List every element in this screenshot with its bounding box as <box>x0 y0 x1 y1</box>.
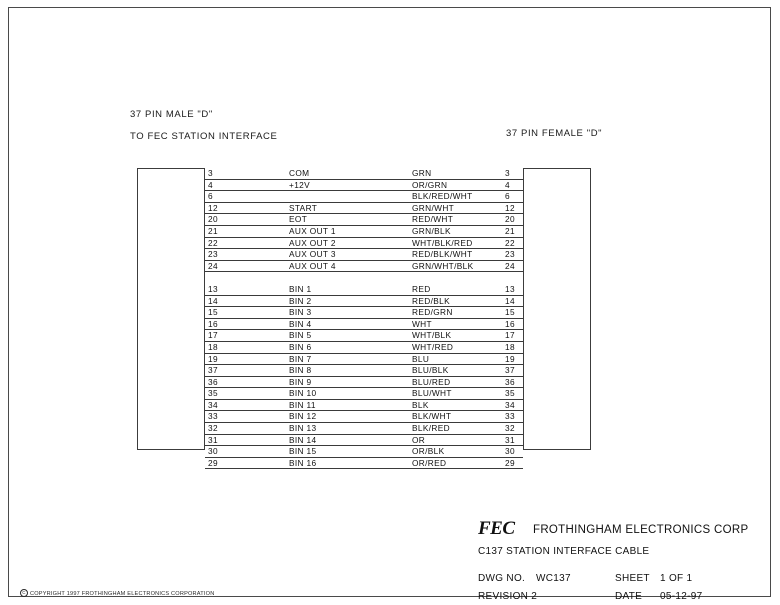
left-signal-name: START <box>289 202 318 213</box>
right-pin-number: 22 <box>505 237 515 248</box>
left-pin-number: 15 <box>208 307 218 318</box>
right-pin-number: 16 <box>505 318 515 329</box>
left-signal-name: BIN 8 <box>289 365 312 376</box>
right-pin-number: 13 <box>505 283 515 294</box>
left-signal-name: BIN 16 <box>289 457 317 468</box>
left-signal-name: BIN 15 <box>289 446 317 457</box>
right-pin-number: 32 <box>505 423 515 434</box>
left-signal-name: AUX OUT 2 <box>289 237 336 248</box>
wire-color: OR <box>412 434 426 445</box>
wire-color: BLK/RED/WHT <box>412 191 473 202</box>
female-connector-title: 37 PIN FEMALE "D" <box>506 128 603 139</box>
wire-color: WHT <box>412 318 432 329</box>
left-signal-name: BIN 10 <box>289 388 317 399</box>
sheet-value: 1 OF 1 <box>660 573 693 584</box>
date-label: DATE <box>615 591 643 602</box>
male-connector-body <box>137 168 205 450</box>
cable-name: C137 STATION INTERFACE CABLE <box>478 546 650 557</box>
wire-color: GRN/WHT <box>412 202 455 213</box>
male-connector-title-line2: TO FEC STATION INTERFACE <box>130 131 278 142</box>
pin-row <box>205 446 523 458</box>
left-pin-number: 29 <box>208 457 218 468</box>
left-pin-number: 18 <box>208 341 218 352</box>
left-signal-name: BIN 14 <box>289 434 317 445</box>
left-signal-name: BIN 4 <box>289 318 312 329</box>
left-pin-number: 23 <box>208 249 218 260</box>
wire-color: WHT/BLK <box>412 330 452 341</box>
wire-color: BLU <box>412 353 430 364</box>
left-signal-name: BIN 1 <box>289 283 312 294</box>
wire-color: BLU/WHT <box>412 388 452 399</box>
wire-color: RED/BLK/WHT <box>412 249 473 260</box>
dwg-number-label: DWG NO. <box>478 573 526 584</box>
pin-row <box>205 307 523 319</box>
pin-row <box>205 377 523 389</box>
left-signal-name: BIN 12 <box>289 411 317 422</box>
left-signal-name: BIN 5 <box>289 330 312 341</box>
wire-color: RED/BLK <box>412 295 450 306</box>
left-pin-number: 4 <box>208 179 213 190</box>
right-pin-number: 3 <box>505 168 510 178</box>
pin-row <box>205 214 523 226</box>
pin-row <box>205 191 523 203</box>
right-pin-number: 6 <box>505 191 510 202</box>
pin-row <box>205 388 523 400</box>
left-signal-name: BIN 11 <box>289 399 316 410</box>
right-pin-number: 19 <box>505 353 515 364</box>
pin-row <box>205 203 523 215</box>
right-pin-number: 33 <box>505 411 515 422</box>
copyright-text: COPYRIGHT 1997 FROTHINGHAM ELECTRONICS CORPORATION <box>30 591 215 597</box>
left-signal-name: BIN 13 <box>289 423 317 434</box>
left-pin-number: 37 <box>208 365 218 376</box>
wire-color: GRN <box>412 168 432 178</box>
wire-color: RED/WHT <box>412 214 454 225</box>
pin-row <box>205 365 523 377</box>
right-pin-number: 4 <box>505 179 510 190</box>
left-signal-name: BIN 6 <box>289 341 312 352</box>
left-signal-name: AUX OUT 3 <box>289 249 336 260</box>
pin-row <box>205 423 523 435</box>
right-pin-number: 14 <box>505 295 515 306</box>
right-pin-number: 31 <box>505 434 515 445</box>
left-pin-number: 6 <box>208 191 213 202</box>
male-connector-title-line1: 37 PIN MALE "D" <box>130 109 213 120</box>
left-signal-name: BIN 7 <box>289 353 312 364</box>
left-signal-name: AUX OUT 4 <box>289 260 336 271</box>
right-pin-number: 34 <box>505 399 515 410</box>
wire-color: GRN/WHT/BLK <box>412 260 474 271</box>
wire-color: BLK/WHT <box>412 411 452 422</box>
left-pin-number: 21 <box>208 225 218 236</box>
left-pin-number: 24 <box>208 260 218 271</box>
right-pin-number: 36 <box>505 376 515 387</box>
pin-row <box>205 330 523 342</box>
left-pin-number: 32 <box>208 423 218 434</box>
pin-row <box>205 226 523 238</box>
pinout-table <box>205 168 523 469</box>
right-pin-number: 30 <box>505 446 515 457</box>
left-pin-number: 36 <box>208 376 218 387</box>
female-connector-body <box>523 168 591 450</box>
date-value: 05-12-97 <box>660 591 703 602</box>
left-pin-number: 20 <box>208 214 218 225</box>
left-signal-name: EOT <box>289 214 308 225</box>
dwg-number-value: WC137 <box>536 573 571 584</box>
left-signal-name: +12V <box>289 179 311 190</box>
right-pin-number: 29 <box>505 457 515 468</box>
right-pin-number: 21 <box>505 225 515 236</box>
left-pin-number: 31 <box>208 434 218 445</box>
right-pin-number: 12 <box>505 202 515 213</box>
pin-row <box>205 411 523 423</box>
wire-color: OR/BLK <box>412 446 445 457</box>
right-pin-number: 24 <box>505 260 515 271</box>
left-pin-number: 12 <box>208 202 218 213</box>
company-name: FROTHINGHAM ELECTRONICS CORP <box>533 524 749 536</box>
pin-row <box>205 168 523 180</box>
wire-color: BLK <box>412 399 429 410</box>
pin-row <box>205 458 523 470</box>
left-signal-name: AUX OUT 1 <box>289 225 336 236</box>
pin-row <box>205 261 523 273</box>
wire-color: OR/GRN <box>412 179 448 190</box>
copyright-icon: C <box>20 589 28 597</box>
left-pin-number: 35 <box>208 388 218 399</box>
pin-row <box>205 342 523 354</box>
right-pin-number: 20 <box>505 214 515 225</box>
wire-color: BLU/RED <box>412 376 451 387</box>
revision-label: REVISION 2 <box>478 591 538 602</box>
left-pin-number: 19 <box>208 353 218 364</box>
left-pin-number: 33 <box>208 411 218 422</box>
wire-color: RED/GRN <box>412 307 453 318</box>
left-pin-number: 3 <box>208 168 213 178</box>
pin-row-spacer <box>205 272 523 284</box>
wire-color: RED <box>412 283 431 294</box>
wire-color: BLU/BLK <box>412 365 449 376</box>
pin-row <box>205 180 523 192</box>
pin-row <box>205 249 523 261</box>
left-pin-number: 14 <box>208 295 218 306</box>
left-pin-number: 22 <box>208 237 218 248</box>
right-pin-number: 35 <box>505 388 515 399</box>
left-signal-name: BIN 3 <box>289 307 312 318</box>
copyright-notice <box>20 589 214 597</box>
wire-color: GRN/BLK <box>412 225 451 236</box>
right-pin-number: 15 <box>505 307 515 318</box>
pin-row <box>205 296 523 308</box>
left-pin-number: 16 <box>208 318 218 329</box>
pin-row <box>205 400 523 412</box>
right-pin-number: 18 <box>505 341 515 352</box>
left-signal-name: COM <box>289 168 310 178</box>
left-pin-number: 34 <box>208 399 218 410</box>
pin-row <box>205 284 523 296</box>
pin-row <box>205 354 523 366</box>
left-signal-name: BIN 2 <box>289 295 312 306</box>
wire-color: BLK/RED <box>412 423 450 434</box>
pin-row <box>205 435 523 447</box>
sheet-label: SHEET <box>615 573 650 584</box>
right-pin-number: 17 <box>505 330 515 341</box>
pin-row <box>205 238 523 250</box>
right-pin-number: 23 <box>505 249 515 260</box>
wire-color: WHT/RED <box>412 341 454 352</box>
wire-color: WHT/BLK/RED <box>412 237 473 248</box>
left-pin-number: 13 <box>208 283 218 294</box>
left-signal-name: BIN 9 <box>289 376 312 387</box>
right-pin-number: 37 <box>505 365 515 376</box>
fec-logo: FEC <box>478 518 515 539</box>
left-pin-number: 30 <box>208 446 218 457</box>
left-pin-number: 17 <box>208 330 218 341</box>
wire-color: OR/RED <box>412 457 447 468</box>
pin-row <box>205 319 523 331</box>
